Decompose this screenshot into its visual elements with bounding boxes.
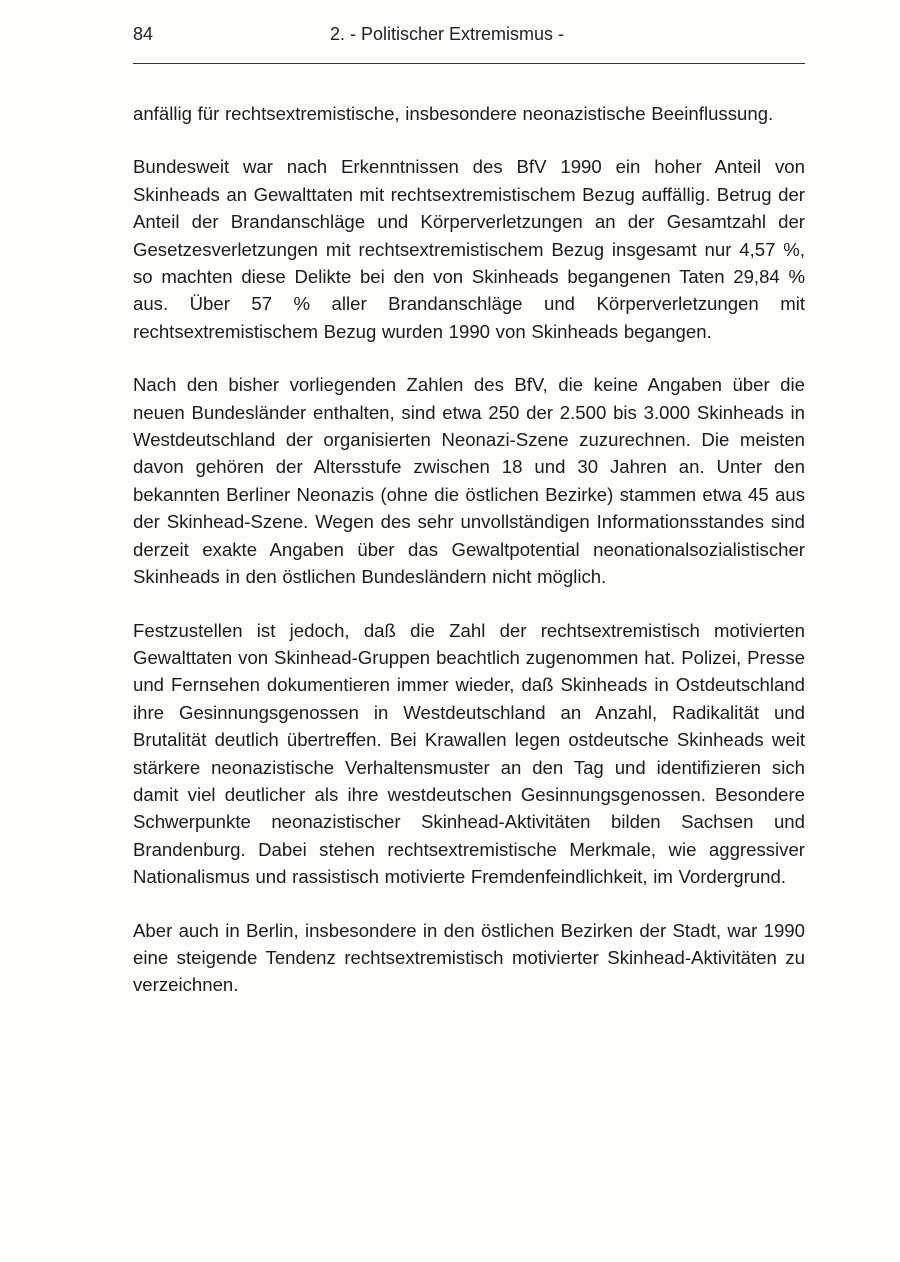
paragraph: Aber auch in Berlin, insbesondere in den östlichen Bezirken der Stadt, war 1990 eine steigende Tendenz rechtsextremistisch motivierter Skinhead-Aktivitäten zu verzeichnen. — [133, 919, 805, 996]
body-text — [133, 100, 805, 1027]
paragraph: Bundesweit war nach Erkenntnissen des BfV 1990 ein hoher Anteil von Skinheads an Gewalttaten mit rechtsextremistischem Bezug auffällig. Betrug der Anteil der Brandanschläge und Körperverletzungen an der Gesamtzahl der Gesetzesverletzungen mit rechtsextremistischem Bezug insgesamt nur 4,57 %, so machten diese Delikte bei den von Skinheads begangenen Taten 29,84 % aus. Über 57 % aller Brandanschläge und Körperverletzungen mit rechtsextremistischem Bezug wurden 1990 von Skinheads begangen. — [133, 156, 805, 342]
paragraph: Festzustellen ist jedoch, daß die Zahl der rechtsextremistisch motivierten Gewalttaten von Skinhead-Gruppen beachtlich zugenommen hat. Polizei, Presse und Fernsehen dokumentieren immer wieder, daß Skinheads in Ostdeutschland ihre Gesinnungsgenossen in Westdeutschland an Anzahl, Radikalität und Brutalität deutlich übertreffen. Bei Krawallen legen ostdeutsche Skinheads weit stärkere neonazistische Verhaltensmuster an den Tag und identifizieren sich damit viel deutlicher als ihre westdeutschen Gesinnungsgenossen. Besondere Schwerpunkte neonazistischer Skinhead-Aktivitäten bilden Sachsen und Brandenburg. Dabei stehen rechtsextremistische Merkmale, wie aggressiver Nationalismus und rassistisch motivierte Fremdenfeindlichkeit, im Vordergrund. — [133, 619, 805, 888]
page-number: 84 — [133, 24, 154, 44]
paragraph: Nach den bisher vorliegenden Zahlen des BfV, die keine Angaben über die neuen Bundesländer enthalten, sind etwa 250 der 2.500 bis 3.000 Skinheads in Westdeutschland der organisierten Neonazi-Szene zuzurechnen. Die meisten davon gehören der Altersstufe zwischen 18 und 30 Jahren an. Unter den bekannten Berliner Neonazis (ohne die östlichen Bezirke) stammen etwa 45 aus der Skinhead-Szene. Wegen des sehr unvollständigen Informationsstandes sind derzeit exakte Angaben über das Gewaltpotential neonationalsozialistischer Skinheads in den östlichen Bundesländern nicht möglich. — [133, 374, 805, 588]
running-title: 2. - Politischer Extremismus - — [330, 24, 565, 44]
header-divider — [133, 63, 805, 64]
page-header — [133, 20, 805, 48]
paragraph: anfällig für rechtsextremistische, insbesondere neonazistische Beeinflussung. — [133, 103, 774, 124]
